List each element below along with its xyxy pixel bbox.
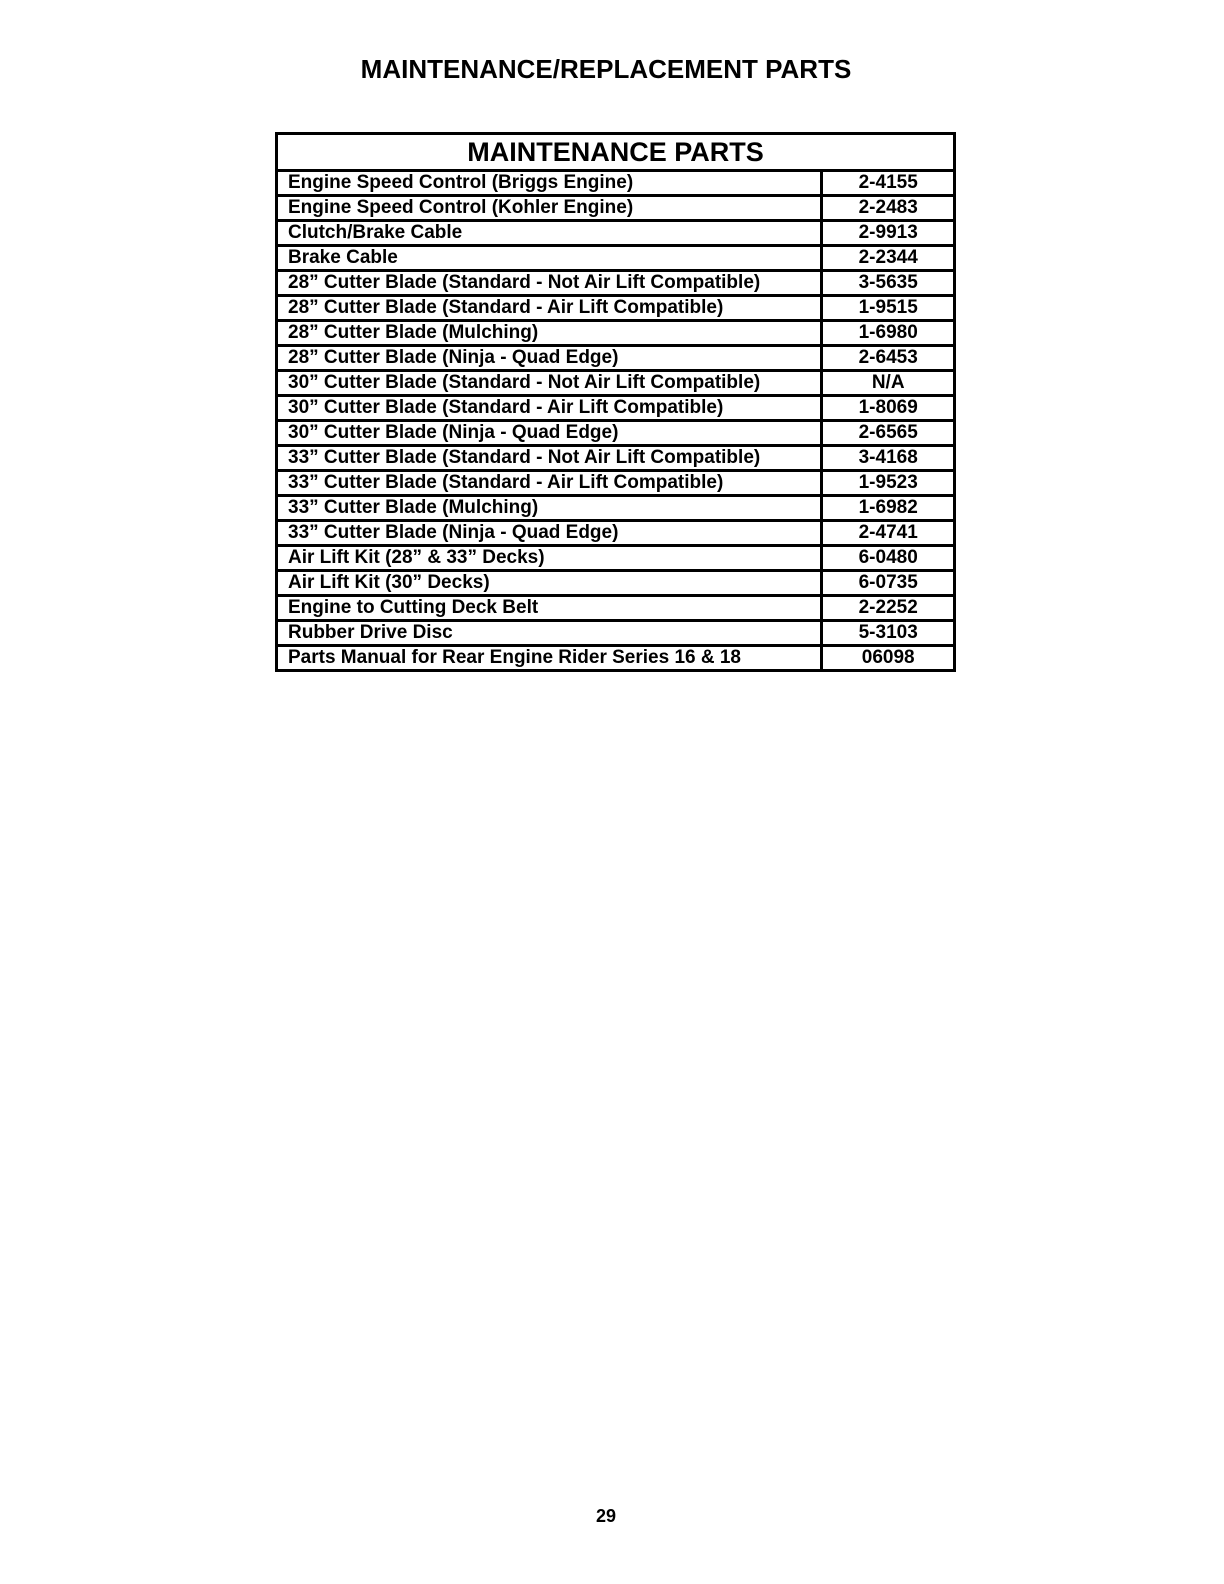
part-number: 1-9515 bbox=[822, 296, 955, 321]
table-row bbox=[277, 546, 955, 571]
part-description: 28” Cutter Blade (Standard - Air Lift Compatible) bbox=[277, 296, 822, 321]
table-row bbox=[277, 221, 955, 246]
part-number: 06098 bbox=[822, 646, 955, 671]
table-row bbox=[277, 596, 955, 621]
part-description: 30” Cutter Blade (Standard - Not Air Lift Compatible) bbox=[277, 371, 822, 396]
table-row bbox=[277, 246, 955, 271]
part-number: 1-6980 bbox=[822, 321, 955, 346]
part-description: 30” Cutter Blade (Ninja - Quad Edge) bbox=[277, 421, 822, 446]
part-number: 2-2252 bbox=[822, 596, 955, 621]
table-row bbox=[277, 371, 955, 396]
part-number: 1-6982 bbox=[822, 496, 955, 521]
part-number: 3-4168 bbox=[822, 446, 955, 471]
table-row bbox=[277, 321, 955, 346]
part-description: Air Lift Kit (30” Decks) bbox=[277, 571, 822, 596]
table-heading: MAINTENANCE PARTS bbox=[277, 134, 955, 171]
part-description: Parts Manual for Rear Engine Rider Series 16 & 18 bbox=[288, 647, 742, 668]
part-description: 28” Cutter Blade (Mulching) bbox=[277, 321, 822, 346]
table-row bbox=[277, 496, 955, 521]
table-row bbox=[277, 421, 955, 446]
part-description: Rubber Drive Disc bbox=[277, 621, 822, 646]
part-number: 1-8069 bbox=[822, 396, 955, 421]
maintenance-parts-table bbox=[275, 132, 956, 672]
part-number: 1-9523 bbox=[822, 471, 955, 496]
part-description: Air Lift Kit (28” & 33” Decks) bbox=[277, 546, 822, 571]
table-row bbox=[277, 646, 955, 671]
part-number: 6-0480 bbox=[822, 546, 955, 571]
part-description: 28” Cutter Blade (Standard - Not Air Lift Compatible) bbox=[277, 271, 822, 296]
part-description: Brake Cable bbox=[277, 246, 822, 271]
part-description: 33” Cutter Blade (Standard - Not Air Lift Compatible) bbox=[277, 446, 822, 471]
part-description: 33” Cutter Blade (Standard - Air Lift Compatible) bbox=[277, 471, 822, 496]
table-row bbox=[277, 396, 955, 421]
table-row bbox=[277, 621, 955, 646]
table-row bbox=[277, 271, 955, 296]
part-number: 2-2344 bbox=[822, 246, 955, 271]
part-number: 3-5635 bbox=[822, 271, 955, 296]
part-description: Engine Speed Control (Briggs Engine) bbox=[277, 171, 822, 196]
part-description: 33” Cutter Blade (Ninja - Quad Edge) bbox=[277, 521, 822, 546]
part-number: 2-4741 bbox=[822, 521, 955, 546]
table-row bbox=[277, 446, 955, 471]
part-description: Engine to Cutting Deck Belt bbox=[277, 596, 822, 621]
table-row bbox=[277, 571, 955, 596]
part-description: 28” Cutter Blade (Ninja - Quad Edge) bbox=[277, 346, 822, 371]
table-row bbox=[277, 521, 955, 546]
part-number: 2-4155 bbox=[822, 171, 955, 196]
part-number: 6-0735 bbox=[822, 571, 955, 596]
page-title: MAINTENANCE/REPLACEMENT PARTS bbox=[360, 54, 852, 84]
table-heading-row bbox=[277, 134, 955, 171]
part-number: 2-9913 bbox=[822, 221, 955, 246]
part-description: Clutch/Brake Cable bbox=[277, 221, 822, 246]
part-number: 2-6453 bbox=[822, 346, 955, 371]
table-body bbox=[277, 171, 955, 671]
table-row bbox=[277, 296, 955, 321]
part-number: N/A bbox=[822, 371, 955, 396]
table-row bbox=[277, 171, 955, 196]
part-description: 30” Cutter Blade (Standard - Air Lift Compatible) bbox=[277, 396, 822, 421]
table-row bbox=[277, 196, 955, 221]
table-row bbox=[277, 471, 955, 496]
part-description: 33” Cutter Blade (Mulching) bbox=[277, 496, 822, 521]
table-row bbox=[277, 346, 955, 371]
page-number: 29 bbox=[595, 1506, 617, 1526]
part-number: 5-3103 bbox=[822, 621, 955, 646]
part-number: 2-6565 bbox=[822, 421, 955, 446]
part-number: 2-2483 bbox=[822, 196, 955, 221]
part-description: Engine Speed Control (Kohler Engine) bbox=[277, 196, 822, 221]
